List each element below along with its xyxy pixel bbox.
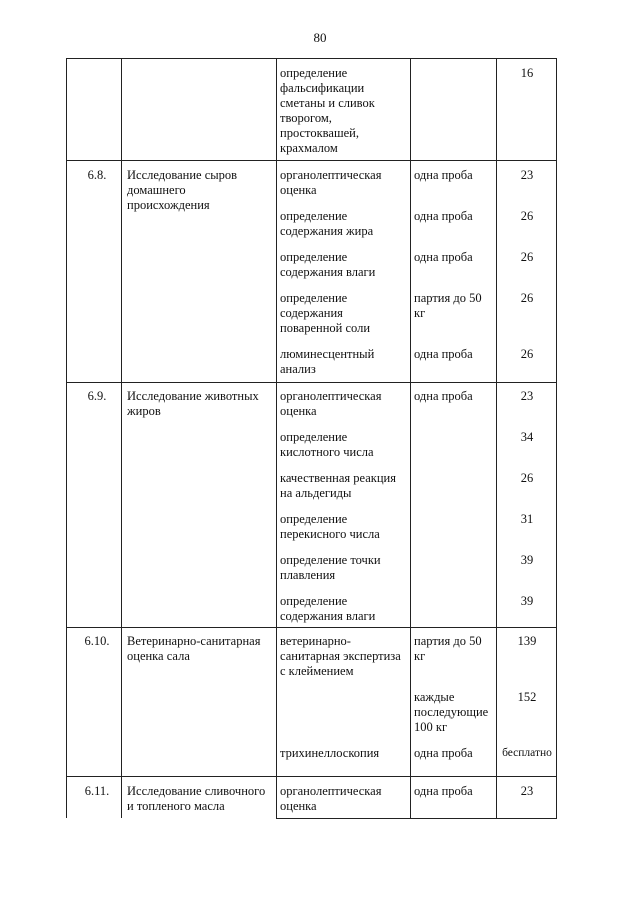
test-name: определение содержания влаги: [280, 594, 376, 623]
table-rule: [66, 58, 557, 59]
table-rule: [410, 58, 411, 818]
price-value: бесплатно: [502, 747, 552, 759]
section-number: 6.11.: [84, 784, 110, 798]
price-value: 26: [520, 471, 534, 485]
price-value: 152: [517, 690, 537, 704]
test-name: органолептическая оценка: [280, 168, 382, 197]
price-value: 23: [520, 168, 534, 182]
test-name: определение перекисного числа: [280, 512, 380, 541]
section-name: Исследование животных жиров: [127, 389, 259, 418]
price-value: 16: [520, 66, 534, 80]
section-number: 6.8.: [87, 168, 107, 182]
test-name: определение содержания жира: [280, 209, 374, 238]
test-name: органолептическая оценка: [280, 784, 382, 813]
price-value: 34: [520, 430, 534, 444]
page-number: 80: [313, 30, 327, 45]
table-rule: [276, 58, 277, 818]
price-value: 139: [517, 634, 537, 648]
price-value: 23: [520, 389, 534, 403]
table-rule: [66, 160, 557, 161]
section-name: Исследование сыров домашнего происхождения: [127, 168, 238, 212]
test-name: определение кислотного числа: [280, 430, 374, 459]
test-name: органолептическая оценка: [280, 389, 382, 418]
unit-value: одна проба: [414, 209, 473, 223]
unit-value: каждые последующие 100 кг: [414, 690, 489, 734]
test-name: ветеринарно- санитарная экспертиза с клеймением: [280, 634, 401, 678]
unit-value: одна проба: [414, 250, 473, 264]
table-rule: [66, 58, 67, 818]
table-rule: [66, 382, 557, 383]
section-name: Ветеринарно-санитарная оценка сала: [127, 634, 261, 663]
table-rule: [66, 776, 557, 777]
unit-value: партия до 50 кг: [414, 291, 482, 320]
unit-value: одна проба: [414, 746, 473, 760]
unit-value: одна проба: [414, 168, 473, 182]
price-value: 26: [520, 209, 534, 223]
price-value: 31: [520, 512, 534, 526]
test-name: трихинеллоскопия: [280, 746, 380, 760]
test-name: качественная реакция на альдегиды: [280, 471, 396, 500]
test-name: определение содержания влаги: [280, 250, 376, 279]
price-value: 39: [520, 594, 534, 608]
test-name: определение содержания поваренной соли: [280, 291, 371, 335]
price-value: 26: [520, 291, 534, 305]
section-name: Исследование сливочного и топленого масла: [127, 784, 266, 813]
test-name: определение точки плавления: [280, 553, 381, 582]
test-name: люминесцентный анализ: [280, 347, 375, 376]
section-number: 6.9.: [87, 389, 107, 403]
table-rule: [66, 627, 557, 628]
price-value: 26: [520, 250, 534, 264]
unit-value: одна проба: [414, 389, 473, 403]
unit-value: одна проба: [414, 784, 473, 798]
section-number: 6.10.: [84, 634, 110, 648]
test-name: определение фальсификации сметаны и сливок творогом, простоквашей, крахмалом: [280, 66, 375, 155]
price-value: 26: [520, 347, 534, 361]
price-value: 39: [520, 553, 534, 567]
unit-value: одна проба: [414, 347, 473, 361]
price-value: 23: [520, 784, 534, 798]
unit-value: партия до 50 кг: [414, 634, 482, 663]
table-rule: [276, 818, 557, 819]
